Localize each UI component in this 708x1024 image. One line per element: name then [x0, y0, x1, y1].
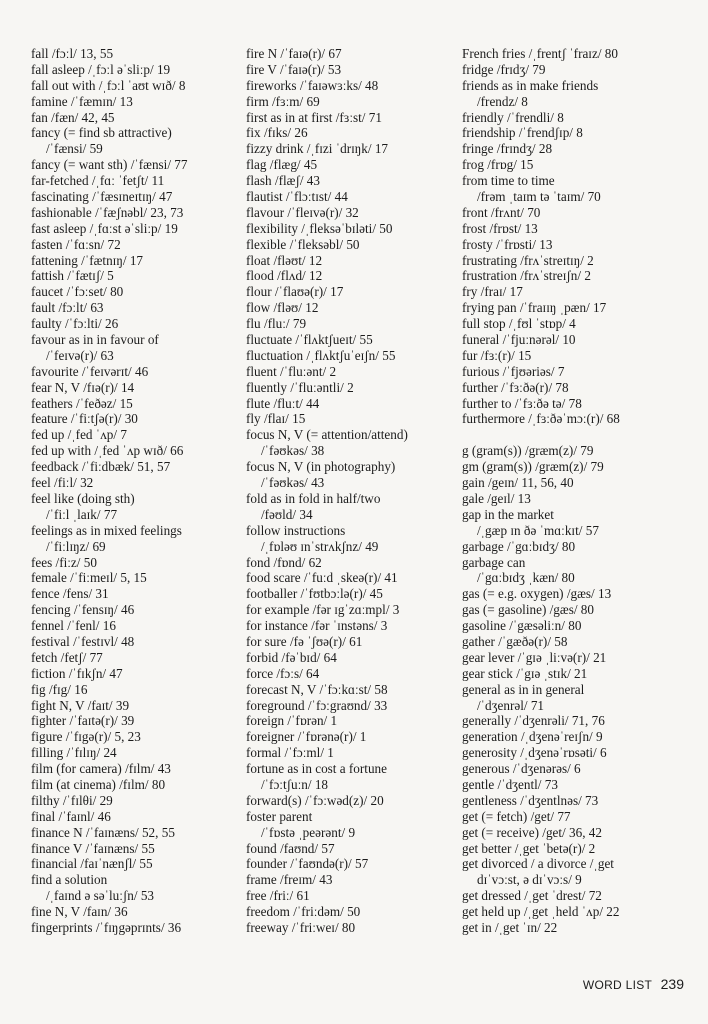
word-entry: fold as in fold in half/two — [246, 490, 381, 506]
word-entry: full stop /ˌfʊl ˈstɒp/ 4 — [462, 316, 576, 332]
word-entry: frame /freɪm/ 43 — [246, 872, 333, 888]
word-entry: frustration /frʌˈstreɪʃn/ 2 — [462, 268, 591, 284]
word-entry: fiction /ˈfɪkʃn/ 47 — [31, 665, 123, 681]
word-entry: follow instructions — [246, 522, 346, 538]
word-entry: generation /ˌdʒenəˈreɪʃn/ 9 — [462, 729, 603, 745]
word-entry: fancy (= want sth) /ˈfænsi/ 77 — [31, 157, 188, 173]
word-entry: food scare /ˈfuːd ˌskeə(r)/ 41 — [246, 570, 398, 586]
word-entry: feathers /ˈfeðəz/ 15 — [31, 395, 133, 411]
word-entry: fizzy drink /ˌfɪzi ˈdrɪŋk/ 17 — [246, 141, 389, 157]
entry-continuation: /ˈfɒstə ˌpeərənt/ 9 — [261, 824, 356, 840]
word-entry: fringe /frɪndʒ/ 28 — [462, 141, 553, 157]
word-entry: gasoline /ˈgæsəliːn/ 80 — [462, 618, 582, 634]
page-number: 239 — [660, 976, 684, 992]
word-entry: filthy /ˈfɪlθi/ 29 — [31, 792, 113, 808]
word-entry: faucet /ˈfɔːset/ 80 — [31, 284, 124, 300]
word-entry: focus N, V (in photography) — [246, 459, 396, 475]
word-entry: fees /fiːz/ 50 — [31, 554, 97, 570]
word-entry: favourite /ˈfeɪvərɪt/ 46 — [31, 363, 149, 379]
word-entry: gm (gram(s)) /græm(z)/ 79 — [462, 459, 604, 475]
word-entry: foster parent — [246, 808, 313, 824]
word-entry: front /frʌnt/ 70 — [462, 204, 541, 220]
word-entry: foreign /ˈfɒrən/ 1 — [246, 713, 338, 729]
word-entry: fence /fens/ 31 — [31, 586, 109, 602]
word-entry: gale /geɪl/ 13 — [462, 490, 531, 506]
word-entry: friends as in make friends — [462, 77, 599, 93]
word-entry: for sure /fə ˈʃʊə(r)/ 61 — [246, 633, 363, 649]
word-entry: fennel /ˈfenl/ 16 — [31, 618, 116, 634]
word-entry: female /ˈfiːmeɪl/ 5, 15 — [31, 570, 147, 586]
word-entry: freeway /ˈfriːweɪ/ 80 — [246, 919, 356, 935]
word-entry: float /fləʊt/ 12 — [246, 252, 323, 268]
word-entry: flexibility /ˌfleksəˈbɪləti/ 50 — [246, 220, 393, 236]
entry-continuation: /ˈfænsi/ 59 — [46, 141, 103, 157]
word-entry: frosty /ˈfrɒsti/ 13 — [462, 236, 553, 252]
word-entry: frog /frɒg/ 15 — [462, 157, 534, 173]
word-entry: gather /ˈgæðə(r)/ 58 — [462, 633, 568, 649]
word-entry: fingerprints /ˈfɪŋgəprɪnts/ 36 — [31, 919, 182, 935]
entry-continuation: /frəm ˌtaɪm tə ˈtaɪm/ 70 — [477, 189, 601, 205]
word-entry: free /friː/ 61 — [246, 888, 310, 904]
word-entry: fix /fɪks/ 26 — [246, 125, 308, 141]
word-entry: fed up with /ˌfed ˈʌp wɪð/ 66 — [31, 443, 184, 459]
word-entry: for example /fər ɪgˈzɑːmpl/ 3 — [246, 602, 400, 618]
word-entry: get (= receive) /get/ 36, 42 — [462, 824, 602, 840]
word-entry: first as in at first /fɜːst/ 71 — [246, 109, 382, 125]
word-entry: French fries /ˌfrentʃ ˈfraɪz/ 80 — [462, 46, 618, 61]
entry-continuation: /ˈgɑːbɪdʒ ˌkæn/ 80 — [477, 570, 575, 586]
word-entry: feelings as in mixed feelings — [31, 522, 182, 538]
entry-continuation: /ˈfɔːtʃuːn/ 18 — [261, 776, 329, 792]
word-entry: fortune as in cost a fortune — [246, 761, 387, 777]
word-entry: fall /fɔːl/ 13, 55 — [31, 46, 114, 61]
word-entry: g (gram(s)) /græm(z)/ 79 — [462, 443, 594, 459]
word-entry: gas (= gasoline) /gæs/ 80 — [462, 602, 594, 618]
word-entry: feel /fiːl/ 32 — [31, 475, 94, 491]
word-entry: furthermore /ˌfɜːðəˈmɔː(r)/ 68 — [462, 411, 620, 427]
word-entry: fine N, V /faɪn/ 36 — [31, 904, 128, 920]
word-entry: generous /ˈdʒenərəs/ 6 — [462, 761, 581, 777]
word-entry: favour as in in favour of — [31, 332, 159, 348]
column-3 — [462, 46, 702, 936]
word-entry: force /fɔːs/ 64 — [246, 665, 320, 681]
word-entry: flour /ˈflaʊə(r)/ 17 — [246, 284, 344, 300]
word-entry: foreigner /ˈfɒrənə(r)/ 1 — [246, 729, 367, 745]
word-entry: friendship /ˈfrendʃɪp/ 8 — [462, 125, 583, 141]
entry-continuation: /ˌfaɪnd ə səˈluːʃn/ 53 — [46, 888, 155, 904]
entry-continuation: /ˈfeɪvə(r)/ 63 — [46, 347, 114, 363]
word-entry: generally /ˈdʒenrəli/ 71, 76 — [462, 713, 605, 729]
word-entry: fluctuation /ˌflʌktʃuˈeɪʃn/ 55 — [246, 347, 396, 363]
word-entry: forbid /fəˈbɪd/ 64 — [246, 649, 337, 665]
word-entry: furious /ˈfjʊəriəs/ 7 — [462, 363, 565, 379]
word-entry: festival /ˈfestɪvl/ 48 — [31, 633, 135, 649]
word-entry: gain /geɪn/ 11, 56, 40 — [462, 475, 574, 491]
word-entry: general as in in general — [462, 681, 585, 697]
word-entry: fault /fɔːlt/ 63 — [31, 300, 104, 316]
word-entry: fluent /ˈfluːənt/ 2 — [246, 363, 337, 379]
word-entry: for instance /fər ˈɪnstəns/ 3 — [246, 618, 388, 634]
word-entry: figure /ˈfɪgə(r)/ 5, 23 — [31, 729, 141, 745]
word-entry: frost /frɒst/ 13 — [462, 220, 538, 236]
word-entry: fall out with /ˌfɔːl ˈaʊt wɪð/ 8 — [31, 77, 186, 93]
word-entry: filling /ˈfɪlɪŋ/ 24 — [31, 745, 117, 761]
word-entry: further to /ˈfɜːðə tə/ 78 — [462, 395, 582, 411]
word-entry: footballer /ˈfʊtbɔːlə(r)/ 45 — [246, 586, 383, 602]
word-entry: get (= fetch) /get/ 77 — [462, 808, 571, 824]
word-entry: forward(s) /ˈfɔːwəd(z)/ 20 — [246, 792, 384, 808]
word-entry: gentleness /ˈdʒentlnəs/ 73 — [462, 792, 599, 808]
column-2 — [246, 46, 454, 936]
word-entry: find a solution — [31, 872, 108, 888]
entry-continuation: dɪˈvɔːst, ə dɪˈvɔːs/ 9 — [477, 872, 582, 888]
word-entry: flow /fləʊ/ 12 — [246, 300, 319, 316]
entry-continuation: /frendz/ 8 — [477, 93, 528, 109]
entry-continuation: /ˈfiːlɪŋz/ 69 — [46, 538, 106, 554]
word-entry: fighter /ˈfaɪtə(r)/ 39 — [31, 713, 135, 729]
word-entry: get divorced / a divorce /ˌget — [462, 856, 614, 872]
word-entry: gap in the market — [462, 506, 554, 522]
word-entry: fire N /ˈfaɪə(r)/ 67 — [246, 46, 342, 61]
word-entry: foreground /ˈfɔːgraʊnd/ 33 — [246, 697, 388, 713]
entry-continuation: /ˈfəʊkəs/ 38 — [261, 443, 325, 459]
word-entry: get in /ˌget ˈɪn/ 22 — [462, 919, 558, 935]
word-entry: funeral /ˈfjuːnərəl/ 10 — [462, 332, 576, 348]
word-entry: flag /flæg/ 45 — [246, 157, 318, 173]
word-entry: fasten /ˈfɑːsn/ 72 — [31, 236, 121, 252]
entry-continuation: /ˈfəʊkəs/ 43 — [261, 475, 325, 491]
word-entry: further /ˈfɜːðə(r)/ 78 — [462, 379, 569, 395]
word-entry: fattish /ˈfætɪʃ/ 5 — [31, 268, 114, 284]
word-entry: get dressed /ˌget ˈdrest/ 72 — [462, 888, 602, 904]
word-entry: fetch /fetʃ/ 77 — [31, 649, 103, 665]
word-entry: fridge /frɪdʒ/ 79 — [462, 61, 546, 77]
word-entry: feel like (doing sth) — [31, 490, 135, 506]
word-entry: firm /fɜːm/ 69 — [246, 93, 320, 109]
word-entry: final /ˈfaɪnl/ 46 — [31, 808, 111, 824]
word-entry: fluently /ˈfluːəntli/ 2 — [246, 379, 354, 395]
word-entry: fed up /ˌfed ˈʌp/ 7 — [31, 427, 127, 443]
word-entry: focus N, V (= attention/attend) — [246, 427, 408, 443]
word-entry: fancy (= find sb attractive) — [31, 125, 172, 141]
word-entry: far-fetched /ˌfɑː ˈfetʃt/ 11 — [31, 173, 165, 189]
word-entry: faulty /ˈfɔːlti/ 26 — [31, 316, 119, 332]
word-entry: frustrating /frʌˈstreɪtɪŋ/ 2 — [462, 252, 594, 268]
word-entry: financial /faɪˈnænʃl/ 55 — [31, 856, 153, 872]
word-entry: gas (= e.g. oxygen) /gæs/ 13 — [462, 586, 612, 602]
word-entry: film (for camera) /fɪlm/ 43 — [31, 761, 171, 777]
word-entry: gentle /ˈdʒentl/ 73 — [462, 776, 558, 792]
word-entry: flash /flæʃ/ 43 — [246, 173, 320, 189]
word-entry: flood /flʌd/ 12 — [246, 268, 323, 284]
word-entry: get better /ˌget ˈbetə(r)/ 2 — [462, 840, 596, 856]
word-entry: friendly /ˈfrendli/ 8 — [462, 109, 564, 125]
word-entry: forecast N, V /ˈfɔːkɑːst/ 58 — [246, 681, 388, 697]
word-entry: fig /fɪg/ 16 — [31, 681, 88, 697]
word-entry: garbage /ˈgɑːbɪdʒ/ 80 — [462, 538, 576, 554]
word-entry: fly /flaɪ/ 15 — [246, 411, 306, 427]
word-entry: flavour /ˈfleɪvə(r)/ 32 — [246, 204, 359, 220]
word-entry: feedback /ˈfiːdbæk/ 51, 57 — [31, 459, 171, 475]
word-entry: fear N, V /fɪə(r)/ 14 — [31, 379, 135, 395]
word-entry: flute /fluːt/ 44 — [246, 395, 320, 411]
word-entry: get held up /ˌget ˌheld ˈʌp/ 22 — [462, 904, 620, 920]
word-entry: finance N /ˈfaɪnæns/ 52, 55 — [31, 824, 175, 840]
word-entry: gear stick /ˈgɪə ˌstɪk/ 21 — [462, 665, 588, 681]
word-entry: feature /ˈfiːtʃə(r)/ 30 — [31, 411, 138, 427]
word-entry: frying pan /ˈfraɪɪŋ ˌpæn/ 17 — [462, 300, 607, 316]
word-entry: fall asleep /ˌfɔːl əˈsliːp/ 19 — [31, 61, 171, 77]
word-entry: fry /fraɪ/ 17 — [462, 284, 523, 300]
word-entry: generosity /ˌdʒenəˈrɒsəti/ 6 — [462, 745, 607, 761]
section-gap — [462, 427, 702, 443]
word-entry: freedom /ˈfriːdəm/ 50 — [246, 904, 361, 920]
word-entry: film (at cinema) /fɪlm/ 80 — [31, 776, 166, 792]
word-entry: garbage can — [462, 554, 526, 570]
word-entry: founder /ˈfaʊndə(r)/ 57 — [246, 856, 369, 872]
word-entry: fattening /ˈfætnɪŋ/ 17 — [31, 252, 144, 268]
word-entry: flexible /ˈfleksəbl/ 50 — [246, 236, 360, 252]
entry-continuation: /ˈdʒenrəl/ 71 — [477, 697, 545, 713]
footer-label: WORD LIST — [582, 978, 653, 992]
word-entry: fan /fæn/ 42, 45 — [31, 109, 115, 125]
column-1 — [31, 46, 239, 936]
word-entry: fight N, V /faɪt/ 39 — [31, 697, 130, 713]
word-entry: formal /ˈfɔːml/ 1 — [246, 745, 334, 761]
word-entry: finance V /ˈfaɪnæns/ 55 — [31, 840, 155, 856]
word-entry: fur /fɜː(r)/ 15 — [462, 347, 532, 363]
word-entry: gear lever /ˈgɪə ˌliːvə(r)/ 21 — [462, 649, 607, 665]
word-entry: famine /ˈfæmɪn/ 13 — [31, 93, 133, 109]
entry-continuation: /fəʊld/ 34 — [261, 506, 313, 522]
word-entry: found /faʊnd/ 57 — [246, 840, 335, 856]
word-entry: flu /fluː/ 79 — [246, 316, 307, 332]
word-entry: fire V /ˈfaɪə(r)/ 53 — [246, 61, 342, 77]
entry-continuation: /ˌfɒləʊ ɪnˈstrʌkʃnz/ 49 — [261, 538, 379, 554]
word-entry: fast asleep /ˌfɑːst əˈsliːp/ 19 — [31, 220, 178, 236]
entry-continuation: /ˈfiːl ˌlaɪk/ 77 — [46, 506, 118, 522]
entry-continuation: /ˌgæp ɪn ðə ˈmɑːkɪt/ 57 — [477, 522, 599, 538]
word-entry: flautist /ˈflɔːtɪst/ 44 — [246, 189, 348, 205]
word-entry: fireworks /ˈfaɪəwɜːks/ 48 — [246, 77, 379, 93]
word-entry: fashionable /ˈfæʃnəbl/ 23, 73 — [31, 204, 184, 220]
word-entry: from time to time — [462, 173, 555, 189]
word-entry: fencing /ˈfensɪŋ/ 46 — [31, 602, 135, 618]
word-entry: fond /fɒnd/ 62 — [246, 554, 322, 570]
word-entry: fluctuate /ˈflʌktʃueɪt/ 55 — [246, 332, 373, 348]
word-entry: fascinating /ˈfæsɪneɪtɪŋ/ 47 — [31, 189, 173, 205]
page-footer — [583, 976, 684, 994]
